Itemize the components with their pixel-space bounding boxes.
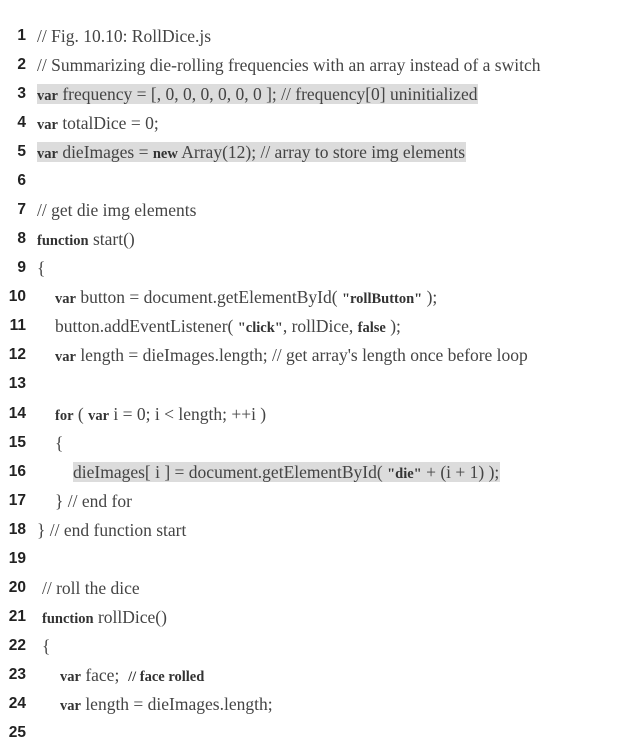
code-token: ); <box>422 287 438 308</box>
highlighted-code <box>37 84 478 104</box>
code-content <box>55 433 63 453</box>
code-content <box>55 491 132 511</box>
keyword-token: for <box>55 407 74 424</box>
code-content <box>37 200 196 220</box>
code-content <box>37 258 45 278</box>
code-line <box>0 170 642 199</box>
code-token: // Summarizing die-rolling frequencies with an array instead of a switch <box>37 55 541 76</box>
line-number: 15 <box>8 433 26 451</box>
code-text <box>37 228 135 252</box>
keyword-token: function <box>42 610 94 627</box>
keyword-token: var <box>60 668 81 685</box>
code-line <box>0 112 642 141</box>
code-line <box>0 606 642 635</box>
code-token: button = document.getElementById( <box>75 287 342 308</box>
code-line <box>0 315 642 344</box>
code-content <box>37 520 186 540</box>
code-content <box>37 55 540 75</box>
code-text <box>42 577 140 599</box>
code-text <box>55 403 266 427</box>
line-number: 5 <box>17 143 26 161</box>
code-text <box>37 199 196 221</box>
code-token: // roll the dice <box>42 577 140 598</box>
code-text <box>37 519 186 541</box>
line-number: 9 <box>17 259 26 277</box>
code-content <box>42 636 50 656</box>
line-number: 11 <box>9 317 26 335</box>
code-line <box>0 722 642 751</box>
code-token: ); <box>385 316 401 337</box>
code-line <box>0 577 642 606</box>
code-content <box>60 665 204 685</box>
code-token: , rollDice, <box>282 316 358 337</box>
code-text <box>60 693 273 717</box>
keyword-token: // face rolled <box>128 668 205 685</box>
string-token: "rollButton" <box>341 291 423 308</box>
code-token: length = dieImages.length; // get array's length once before loop <box>75 345 528 366</box>
keyword-token: var <box>55 349 76 366</box>
code-content <box>37 26 211 46</box>
line-number: 24 <box>8 694 26 712</box>
line-number: 18 <box>8 520 26 538</box>
code-line <box>0 490 642 519</box>
code-line <box>0 664 642 693</box>
code-line <box>0 693 642 722</box>
code-line <box>0 83 642 112</box>
line-number: 10 <box>8 288 26 306</box>
code-line <box>0 141 642 170</box>
code-line <box>0 286 642 315</box>
line-number: 2 <box>17 56 26 74</box>
code-line <box>0 373 642 402</box>
code-token: rollDice() <box>93 606 167 627</box>
line-number: 20 <box>8 578 26 596</box>
code-content <box>55 404 266 424</box>
code-line <box>0 635 642 664</box>
line-number: 19 <box>8 549 26 567</box>
line-number: 4 <box>17 114 26 132</box>
keyword-token: new <box>152 146 178 163</box>
code-token: start() <box>88 229 135 250</box>
code-token: frequency = [, 0, 0, 0, 0, 0, 0 ]; // frequency[0] uninitialized <box>57 84 478 105</box>
keyword-token: var <box>60 697 81 714</box>
code-text <box>55 432 63 454</box>
code-token: dieImages = <box>57 142 153 163</box>
code-content <box>37 229 135 249</box>
code-text <box>42 606 167 630</box>
keyword-token: function <box>37 233 89 250</box>
line-number: 17 <box>8 491 26 509</box>
code-token: + (i + 1) ); <box>421 461 500 482</box>
keyword-token: var <box>88 407 110 424</box>
code-text <box>55 344 528 368</box>
keyword-token: false <box>357 320 386 337</box>
code-text <box>37 257 45 279</box>
code-text <box>73 461 500 485</box>
code-text <box>55 286 437 310</box>
code-token: i = 0; i < length; ++i ) <box>109 403 267 424</box>
code-line <box>0 432 642 461</box>
code-token: // Fig. 10.10: RollDice.js <box>37 26 212 46</box>
code-token: length = dieImages.length; <box>80 693 273 714</box>
code-line <box>0 228 642 257</box>
code-token: Array(12); // array to store img elements <box>177 142 466 163</box>
code-text <box>60 664 204 688</box>
code-content <box>42 607 167 627</box>
code-text <box>55 490 132 512</box>
code-content <box>37 113 159 133</box>
line-number: 21 <box>8 607 26 625</box>
code-content <box>42 578 140 598</box>
string-token: "click" <box>237 320 283 337</box>
line-number: 6 <box>17 172 26 190</box>
code-line <box>0 199 642 228</box>
code-line <box>0 403 642 432</box>
code-text <box>42 635 50 657</box>
keyword-token: var <box>37 88 58 105</box>
code-token: face; <box>80 664 129 685</box>
code-line <box>0 54 642 83</box>
line-number: 1 <box>17 27 26 44</box>
code-line <box>0 344 642 373</box>
line-number: 7 <box>17 201 26 219</box>
line-number: 22 <box>8 636 26 654</box>
code-token: button.addEventListener( <box>55 316 238 337</box>
line-number: 23 <box>8 665 26 683</box>
line-number: 13 <box>8 375 26 393</box>
keyword-token: var <box>37 146 58 163</box>
code-text <box>55 315 401 339</box>
code-text <box>37 112 159 136</box>
code-token: ( <box>73 403 89 424</box>
line-number: 25 <box>8 723 26 741</box>
code-token: // get die img elements <box>37 200 197 221</box>
line-number: 16 <box>8 462 26 480</box>
code-token: } // end for <box>55 490 132 511</box>
highlighted-code <box>37 142 466 162</box>
code-content <box>55 287 437 307</box>
string-token: "die" <box>387 465 422 482</box>
code-text <box>37 54 540 76</box>
code-token: { <box>55 432 64 453</box>
code-line <box>0 461 642 490</box>
code-token: { <box>42 635 51 656</box>
code-text <box>37 83 478 107</box>
code-line <box>0 548 642 577</box>
code-line <box>0 25 642 54</box>
code-content <box>55 316 401 336</box>
code-token: totalDice = 0; <box>57 113 159 134</box>
keyword-token: var <box>37 117 58 134</box>
code-text <box>37 141 466 165</box>
code-line <box>0 519 642 548</box>
keyword-token: var <box>55 291 76 308</box>
code-content <box>55 345 528 365</box>
line-number: 3 <box>17 85 26 103</box>
highlighted-code <box>73 462 500 482</box>
line-number: 14 <box>8 404 26 422</box>
code-token: dieImages[ i ] = document.getElementById( <box>73 461 388 482</box>
code-line <box>0 257 642 286</box>
code-token: } // end function start <box>37 519 187 540</box>
line-number: 12 <box>8 346 26 364</box>
line-number: 8 <box>17 230 26 248</box>
code-token: { <box>37 258 46 279</box>
code-text <box>37 25 211 47</box>
code-content <box>60 694 273 714</box>
